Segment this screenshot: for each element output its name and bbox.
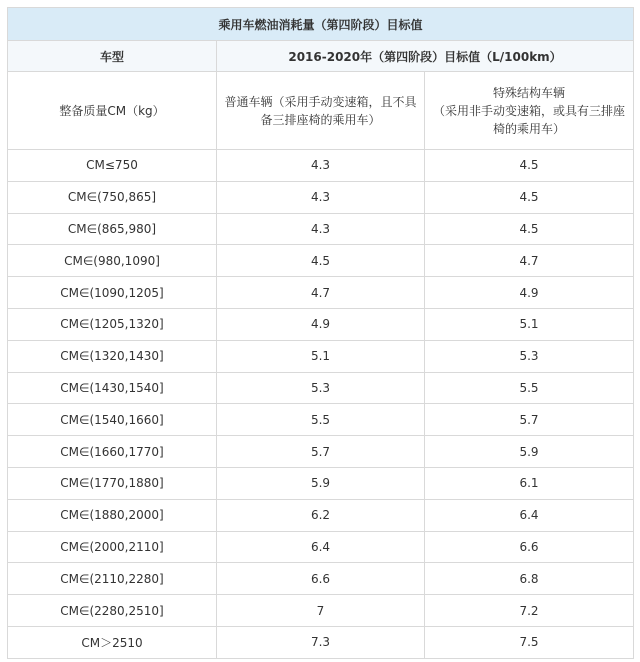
cell-mass: CM∈(2280,2510]: [8, 595, 217, 627]
cell-mass: CM∈(2110,2280]: [8, 563, 217, 595]
cell-mass: CM≤750: [8, 150, 217, 182]
cell-normal: 5.7: [217, 436, 425, 468]
cell-mass: CM∈(1090,1205]: [8, 277, 217, 309]
table-row: [8, 277, 634, 309]
cell-mass: CM∈(1880,2000]: [8, 499, 217, 531]
subheader-normal: [217, 72, 425, 150]
table-row: [8, 595, 634, 627]
header-vehicle-type: 车型: [8, 41, 217, 72]
subheader-special: [425, 72, 634, 150]
cell-normal: 6.2: [217, 499, 425, 531]
cell-special: 4.5: [425, 213, 634, 245]
subheader-normal-line1: 普通车辆（采用手动变速箱，且不具: [224, 94, 417, 109]
cell-normal: 5.1: [217, 340, 425, 372]
cell-normal: 4.3: [217, 150, 425, 182]
cell-special: 4.5: [425, 150, 634, 182]
cell-normal: 4.3: [217, 181, 425, 213]
cell-special: 7.2: [425, 595, 634, 627]
cell-special: 6.4: [425, 499, 634, 531]
cell-normal: 5.9: [217, 467, 425, 499]
table-title-row: [8, 8, 634, 41]
cell-mass: CM∈(980,1090]: [8, 245, 217, 277]
subheader-special-line2: （采用非手动变速箱，或具有三排座: [433, 103, 626, 118]
table-row: [8, 404, 634, 436]
table-row: [8, 499, 634, 531]
table-row: [8, 340, 634, 372]
cell-special: 5.3: [425, 340, 634, 372]
table-row: [8, 245, 634, 277]
table-row: [8, 563, 634, 595]
cell-mass: CM＞2510: [8, 626, 217, 658]
cell-normal: 5.3: [217, 372, 425, 404]
table-header-row: [8, 41, 634, 72]
cell-normal: 7.3: [217, 626, 425, 658]
cell-normal: 6.6: [217, 563, 425, 595]
cell-mass: CM∈(1770,1880]: [8, 467, 217, 499]
cell-special: 5.9: [425, 436, 634, 468]
fuel-consumption-table: [7, 7, 634, 659]
table-body: [8, 150, 634, 659]
subheader-mass-label: 整备质量CM（kg）: [59, 103, 165, 118]
cell-special: 5.7: [425, 404, 634, 436]
cell-normal: 4.7: [217, 277, 425, 309]
table-row: [8, 372, 634, 404]
table-title: 乘用车燃油消耗量（第四阶段）目标值: [8, 8, 634, 41]
table-row: [8, 181, 634, 213]
table-row: [8, 150, 634, 182]
cell-special: 5.1: [425, 308, 634, 340]
subheader-special-line3: 椅的乘用车）: [493, 121, 566, 136]
subheader-normal-line2: 备三排座椅的乘用车）: [260, 112, 381, 127]
cell-mass: CM∈(865,980]: [8, 213, 217, 245]
cell-mass: CM∈(1540,1660]: [8, 404, 217, 436]
cell-normal: 4.3: [217, 213, 425, 245]
cell-special: 6.8: [425, 563, 634, 595]
table-row: [8, 436, 634, 468]
cell-normal: 7: [217, 595, 425, 627]
cell-mass: CM∈(750,865]: [8, 181, 217, 213]
cell-mass: CM∈(1660,1770]: [8, 436, 217, 468]
cell-special: 6.1: [425, 467, 634, 499]
cell-normal: 6.4: [217, 531, 425, 563]
cell-mass: CM∈(2000,2110]: [8, 531, 217, 563]
cell-normal: 4.9: [217, 308, 425, 340]
cell-normal: 5.5: [217, 404, 425, 436]
table-row: [8, 467, 634, 499]
cell-mass: CM∈(1320,1430]: [8, 340, 217, 372]
cell-special: 4.9: [425, 277, 634, 309]
cell-mass: CM∈(1430,1540]: [8, 372, 217, 404]
cell-special: 4.7: [425, 245, 634, 277]
cell-mass: CM∈(1205,1320]: [8, 308, 217, 340]
subheader-special-line1: 特殊结构车辆: [493, 85, 566, 100]
cell-special: 6.6: [425, 531, 634, 563]
table-row: [8, 626, 634, 658]
cell-special: 7.5: [425, 626, 634, 658]
table-row: [8, 308, 634, 340]
table-subheader-row: [8, 72, 634, 150]
table-row: [8, 531, 634, 563]
table-row: [8, 213, 634, 245]
cell-special: 4.5: [425, 181, 634, 213]
cell-special: 5.5: [425, 372, 634, 404]
subheader-mass: [8, 72, 217, 150]
header-target-period: 2016-2020年（第四阶段）目标值（L/100km）: [217, 41, 634, 72]
cell-normal: 4.5: [217, 245, 425, 277]
